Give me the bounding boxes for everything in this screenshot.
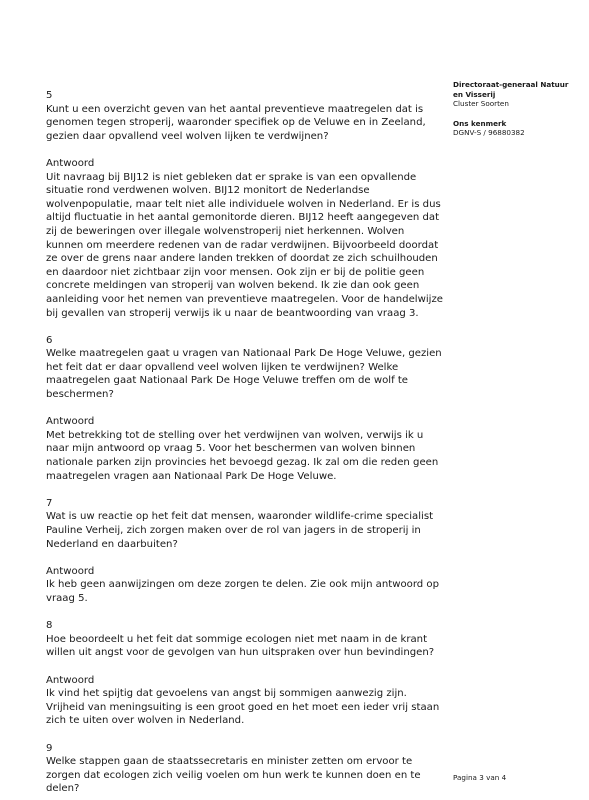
qa-item-6 <box>46 334 444 484</box>
kenmerk-label: Ons kenmerk <box>453 118 507 128</box>
question-number: 9 <box>46 742 53 754</box>
question-text: Wat is uw reactie op het feit dat mensen, waaronder wildlife-crime specialist Pauline Verheij, zich zorgen maken over de rol van jagers in de stroperij in Nederland en daarbuiten? <box>46 511 434 550</box>
org-name-line2: en Visserij <box>453 89 496 99</box>
answer-text: Uit navraag bij BIJ12 is niet gebleken dat er sprake is van een opvallende situatie rond verdwenen wolven. BIJ12 monitort de Nederlandse wolvenpopulatie, maar telt niet alle individuele wolven in Nederland. Er is dus altijd fluctuatie in het aantal gemonitorde dieren. BIJ12 heeft aangegeven dat zij de beweringen over illegale wolvenstroperij niet herkennen. Wolven kunnen om meerdere redenen van de radar verdwijnen. Bijvoorbeeld doordat ze over de grens naar andere landen trekken of doordat ze zich schuilhouden en daardoor niet zichtbaar zijn voor mensen. Ook zijn er bij de politie geen concrete meldingen van stroperij van wolven bekend. Ik zie dan ook geen aanleiding voor het nemen van preventieve maatregelen. Voor de handelwijze bij gevallen van stroperij verwijs ik u naar de beantwoording van vraag 3. <box>46 171 443 319</box>
question-number: 7 <box>46 497 53 509</box>
qa-item-8 <box>46 619 444 728</box>
answer-text: Ik heb geen aanwijzingen om deze zorgen te delen. Zie ook mijn antwoord op vraag 5. <box>46 579 439 604</box>
kenmerk-value: DGNV-S / 96880382 <box>453 128 525 138</box>
answer-text: Met betrekking tot de stelling over het verdwijnen van wolven, verwijs ik u naar mijn antwoord op vraag 5. Voor het beschermen van wolven binnen nationale parken zijn provincies het bevoegd gezag. Ik zal om die reden geen maatregelen vragen aan Nationaal Park De Hoge Veluwe. <box>46 429 439 482</box>
org-name-line1: Directoraat-generaal Natuur <box>453 80 569 89</box>
question-text: Kunt u een overzicht geven van het aantal preventieve maatregelen dat is genomen tegen stroperij, waaronder specifiek op de Veluwe en in Zeeland, gezien daar opvallend veel wolven lijken te verdwijnen? <box>46 103 426 142</box>
answer-label: Antwoord <box>46 157 95 169</box>
document-body <box>46 89 444 796</box>
question-number: 8 <box>46 620 53 632</box>
answer-label: Antwoord <box>46 674 95 686</box>
question-text: Hoe beoordeelt u het feit dat sommige ecologen niet met naam in de krant willen uit angst voor de gevolgen van hun uitspraken over hun bevindingen? <box>46 633 435 659</box>
question-text: Welke maatregelen gaat u vragen van Nationaal Park De Hoge Veluwe, gezien het feit dat er daar opvallend veel wolven lijken te verdwijnen? Welke maatregelen gaat Nationaal Park De Hoge Veluwe treffen om de wolf te beschermen? <box>46 348 442 401</box>
cluster-name: Cluster Soorten <box>453 99 509 109</box>
answer-label: Antwoord <box>46 416 95 428</box>
page-number: Pagina 3 van 4 <box>453 773 507 782</box>
qa-item-5 <box>46 89 444 320</box>
answer-label: Antwoord <box>46 565 95 577</box>
sidebar <box>453 80 583 138</box>
qa-item-7 <box>46 497 444 606</box>
question-number: 6 <box>46 334 53 346</box>
question-number: 5 <box>46 90 53 101</box>
question-text: Welke stappen gaan de staatssecretaris en minister zetten om ervoor te zorgen dat ecologen zich veilig voelen om hun werk te kunnen doen en te delen? <box>46 756 421 795</box>
qa-item-9 <box>46 742 444 796</box>
answer-text: Ik vind het spijtig dat gevoelens van angst bij sommigen aanwezig zijn. Vrijheid van meningsuiting is een groot goed en het moet een ieder vrij staan zich te uiten over wolven in Nederland. <box>46 688 440 727</box>
